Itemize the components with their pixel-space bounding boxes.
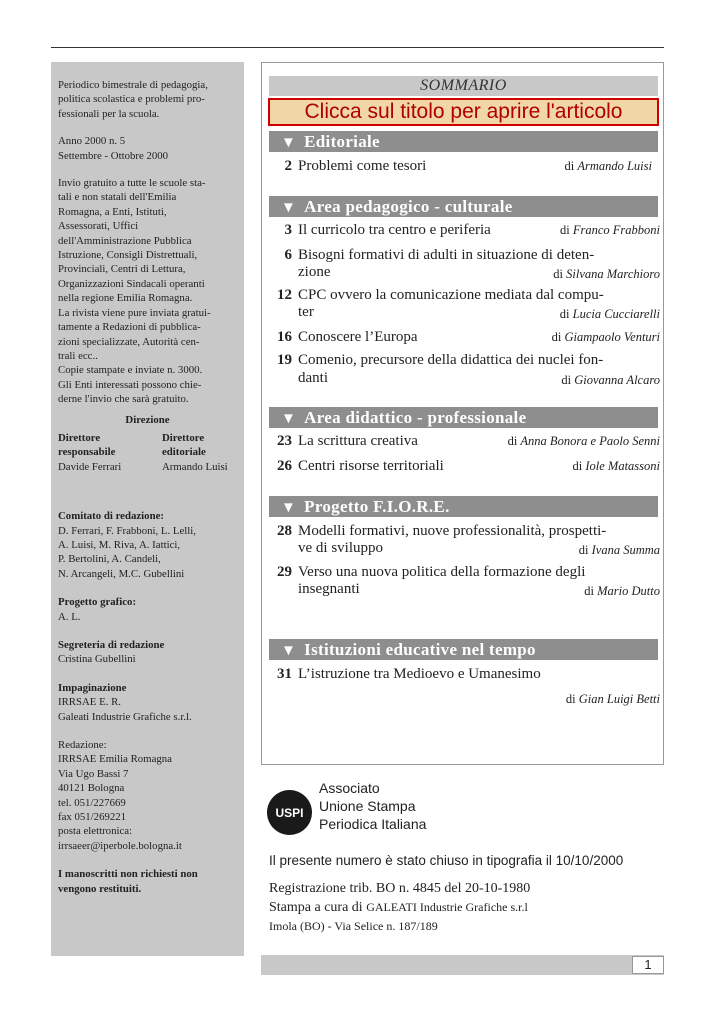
redazione-line: IRRSAE Emilia Romagna [58,753,172,766]
article-title: Bisogni formativi di adulti in situazione di deten- [298,247,595,263]
direzione-heading: Direzione [125,413,170,426]
article-title: zione [298,264,331,280]
email-link[interactable]: irrsaeer@iperbole.bologna.it [58,839,182,852]
impaginazione-heading: Impaginazione [58,681,127,694]
click-banner: Clicca sul titolo per aprire l'articolo [268,98,659,126]
associato-text [319,779,426,833]
article-title: ter [298,304,314,320]
article-author: di Mario Dutto [584,584,660,598]
section-header-istituzioni[interactable] [269,639,658,660]
section-header-area-didattico[interactable] [269,407,658,428]
article-title: Conoscere l’Europa [298,329,418,345]
article-title: La scrittura creativa [298,433,418,449]
triangle-down-icon: ▼ [281,500,297,516]
direttore-responsabile-name: Davide Ferrari [58,460,122,473]
article-title: CPC ovvero la comunicazione mediata dal compu- [298,287,604,303]
article-page: 6 [284,247,292,263]
distribution-line: Copie stampate e inviate n. 3000. [58,364,203,377]
article-author: di Anna Bonora e Paolo Senni [507,434,660,448]
manoscritti-note: I manoscritti non richiesti non [58,868,198,881]
distribution-line: Provinciali, Centri di Lettura, [58,263,186,276]
manoscritti-note: vengono restituiti. [58,882,142,895]
redazione-line: fax 051/269221 [58,811,127,824]
article-title: danti [298,370,328,386]
article-author: di Giovanna Alcaro [561,373,660,387]
direzione-grid [58,431,237,474]
sommario-box [261,62,664,765]
distribution-line: tamente a Redazioni di pubblica- [58,321,201,334]
article-author: di Ivana Summa [578,543,660,557]
page-number: 1 [632,956,664,974]
section-title: Istituzioni educative nel tempo [304,640,536,659]
section-header-progetto-fiore[interactable] [269,496,658,517]
associato-line: Periodica Italiana [319,816,427,832]
distribution-line: Romagna, a Enti, Istituti, [58,205,167,218]
closing-date-note: Il presente numero è stato chiuso in tipografia il 10/10/2000 [269,853,624,868]
registration-block [269,880,530,935]
impaginazione-line: Galeati Industrie Grafiche s.r.l. [58,710,192,723]
article-page: 28 [277,523,292,539]
article-page: 29 [277,564,292,580]
redazione-line: 40121 Bologna [58,782,125,795]
comitato-line: P. Bertolini, A. Candeli, [58,553,161,566]
article-page: 19 [277,352,292,368]
comitato-line: A. Luisi, M. Riva, A. Iattici, [58,538,181,551]
section-header-area-pedagogico[interactable] [269,196,658,217]
distribution-line: Istruzione, Consigli Distrettuali, [58,249,198,262]
section-header-editoriale[interactable] [269,131,658,152]
segreteria-heading: Segreteria di redazione [58,639,165,651]
redazione-line: posta elettronica: [58,825,133,838]
printing-line: Stampa a cura di GALEATI Industrie Grafiche s.r.l [269,900,528,915]
article-author: di Armando Luisi [564,159,652,173]
intro-line: politica scolastica e problemi pro- [58,93,205,106]
issue-line: Anno 2000 n. 5 [58,135,126,148]
distribution-line: Invio gratuito a tutte le scuole sta- [58,177,206,190]
redazione-line: tel. 051/227669 [58,796,126,809]
article-title: Verso una nuova politica della formazione degli [298,564,586,580]
article-page: 2 [284,158,292,174]
triangle-down-icon: ▼ [281,200,297,216]
section-title: Area pedagogico - culturale [304,197,513,216]
comitato-heading: Comitato di redazione: [58,510,164,523]
article-title: ve di sviluppo [298,540,383,556]
issue-line: Settembre - Ottobre 2000 [58,149,169,162]
distribution-line: nella regione Emilia Romagna. [58,292,193,305]
distribution-line: trali ecc.. [58,349,98,362]
redazione-line: Redazione: [58,739,107,752]
distribution-line: derne l'invio che sarà gratuito. [58,393,189,406]
distribution-line: Assessorati, Uffici [58,220,139,233]
sidebar-colophon [51,62,244,956]
bottom-bar [261,955,664,975]
distribution-line: zioni specializzate, Autorità cen- [58,335,200,348]
distribution-line: Organizzazioni Sindacali operanti [58,277,205,290]
registration-line: Registrazione trib. BO n. 4845 del 20-10-1980 [269,881,531,896]
article-author: di Giampaolo Venturi [551,330,660,344]
article-author: di Franco Frabboni [559,223,660,237]
direttore-editoriale-name: Armando Luisi [162,460,228,473]
article-author: di Lucia Cucciarelli [559,307,660,321]
direttore-responsabile-label: Direttore [58,431,101,444]
triangle-down-icon: ▼ [281,135,297,151]
article-title: Il curricolo tra centro e periferia [298,222,491,238]
article-page: 23 [277,433,292,449]
article-page: 16 [277,329,292,345]
progetto-value: A. L. [58,610,81,623]
article-page: 12 [277,287,292,303]
associato-line: Associato [319,780,380,796]
intro-line: Periodico bimestrale di pedagogia, [58,79,208,91]
sommario-heading: SOMMARIO [269,76,658,96]
article-title: Centri risorse territoriali [298,458,444,474]
comitato-line: N. Arcangeli, M.C. Gubellini [58,567,185,580]
comitato-line: D. Ferrari, F. Frabboni, L. Lelli, [58,524,196,537]
segreteria-value: Cristina Gubellini [58,653,136,666]
address-line: Imola (BO) - Via Selice n. 187/189 [269,919,438,933]
section-title: Area didattico - professionale [304,408,527,427]
article-page: 31 [277,666,292,682]
direttore-responsabile-label: responsabile [58,446,116,459]
top-rule [51,47,664,48]
distribution-line: La rivista viene pure inviata gratui- [58,306,211,319]
redazione-line: Via Ugo Bassi 7 [58,767,129,780]
associato-line: Unione Stampa [319,798,416,814]
article-page: 3 [284,222,292,238]
triangle-down-icon: ▼ [281,411,297,427]
article-title: Comenio, precursore della didattica dei nuclei fon- [298,352,604,368]
progetto-heading: Progetto grafico: [58,596,137,609]
article-author: di Gian Luigi Betti [565,692,660,706]
article-page: 26 [277,458,292,474]
direttore-editoriale-label: editoriale [162,446,206,459]
article-title: Modelli formativi, nuove professionalità, prospetti- [298,523,607,539]
triangle-down-icon: ▼ [281,643,297,659]
logo-text: USPI [275,806,304,820]
impaginazione-line: IRRSAE E. R. [58,696,121,709]
article-title: L’istruzione tra Medioevo e Umanesimo [298,666,541,682]
article-author: di Iole Matassoni [572,459,660,473]
article-title: insegnanti [298,581,360,597]
distribution-line: Gli Enti interessati possono chie- [58,378,202,391]
direttore-editoriale-label: Direttore [162,431,205,444]
article-title: Problemi come tesori [298,158,427,174]
uspi-logo-icon [266,789,313,836]
intro-line: fessionali per la scuola. [58,107,160,120]
section-title: Progetto F.I.O.R.E. [304,497,450,516]
section-title: Editoriale [304,132,380,151]
distribution-line: tali e non statali dell'Emilia [58,191,177,204]
distribution-line: dell'Amministrazione Pubblica [58,234,192,247]
article-author: di Silvana Marchioro [553,267,660,281]
